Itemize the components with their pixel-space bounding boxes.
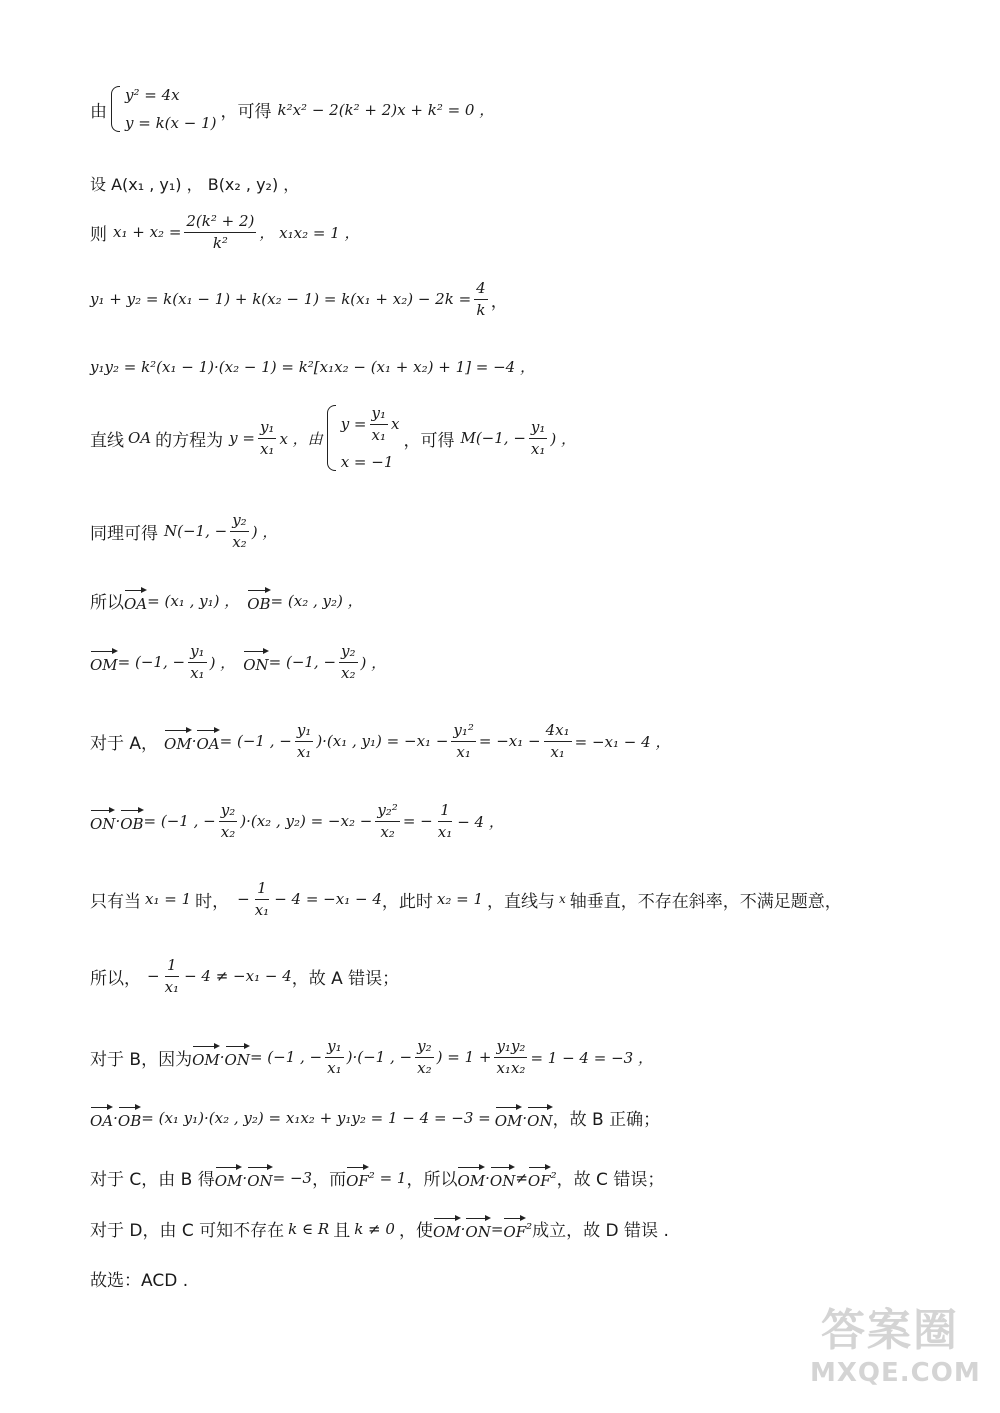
system-row-1: y² = 4x <box>125 86 180 104</box>
vector-on: ON <box>90 809 115 833</box>
fraction: $\frac{4}{k}$ <box>476 279 486 319</box>
line-2 <box>90 172 299 195</box>
line-8: 所以 OA = (x₁ , y₁) ， OB = (x₂ , y₂) ， <box>90 588 363 613</box>
watermark-logo-text: 答案圈 <box>821 1305 959 1356</box>
vector-ob: OB <box>120 809 143 833</box>
vector-ob: OB <box>118 1106 141 1130</box>
line-6: 直线 OA 的方程为 y = $\frac{\text{y₁}}{\text{x₁}}$ x ，由 y = $\frac{\text{y₁}}{\text{x₁}}$ x x = −1 ，可得 M(−1, − $\frac{\text{y₁}}{\text{x₁}}$ ) ， <box>90 404 577 471</box>
equation-system <box>111 86 216 132</box>
vector-om: OM <box>433 1217 461 1241</box>
line-16: 对于 C，由 B 得 OM · ON = −3 ，而 OF ² = 1 ，所以 OM · ON ≠ OF ² ，故 C 错误； <box>90 1165 664 1190</box>
vector-on: ON <box>247 1166 272 1190</box>
fraction: $\frac{\text{2(k² + 2)}}{\text{k²}}$ <box>186 212 255 252</box>
vector-of: OF <box>503 1217 526 1241</box>
line-5 <box>90 356 535 377</box>
line-14: 对于 B，因为 OM · ON = (−1 , − $\frac{\text{y₁}}{\text{x₁}}$ )·(−1 , − $\frac{\text{y₂}}{\text{x₂}}$ ) = 1 + $\frac{\text{y₁y₂}}{\text{x₁x₂}}$ = 1 − 4 = −3 ， <box>90 1037 653 1077</box>
equation-system: y = $\frac{\text{y₁}}{\text{x₁}}$ x x = −1 <box>327 405 400 471</box>
text: 的方程为 <box>155 430 224 451</box>
vector-om: OM <box>192 1045 220 1069</box>
text: 则 <box>90 224 107 245</box>
text: 所以， <box>90 968 141 989</box>
equation: ， x₁x₂ = 1 ， <box>259 223 360 242</box>
vector-om: OM <box>215 1166 243 1190</box>
equation: x₁ + x₂ = <box>113 223 182 241</box>
text: 对于 A， <box>90 733 159 754</box>
equation: y₁ + y₂ = k(x₁ − 1) + k(x₂ − 1) = k(x₁ + x₂) − 2k = <box>90 290 472 308</box>
brace <box>111 86 120 132</box>
text: ，可得 <box>220 101 272 122</box>
vector-on: ON <box>490 1166 515 1190</box>
text: 由 <box>90 101 107 122</box>
line-18 <box>90 1266 188 1291</box>
line-7: 同理可得 N(−1, − $\frac{\text{y₂}}{\text{x₂}}$ ) ， <box>90 511 278 551</box>
text: ， <box>490 291 508 312</box>
line-12: 只有当 x₁ = 1 时， − $\frac{1}{\text{x₁}}$ − 4 = −x₁ − 4 ，此时 x₂ = 1 ，直线与 x 轴垂直，不存在斜率，不满足题意， <box>90 879 842 919</box>
line-3 <box>90 213 360 251</box>
vector-ob: OB <box>247 589 270 613</box>
vector-on: ON <box>527 1106 552 1130</box>
vector-on: ON <box>243 650 268 674</box>
text: 只有当 <box>90 891 141 912</box>
text: 对于 B，因为 <box>90 1049 193 1070</box>
text: 同理可得 <box>90 523 158 544</box>
text: ，可得 <box>403 430 455 451</box>
vector-om: OM <box>164 729 192 753</box>
line-11: ON · OB = (−1 , − $\frac{\text{y₂}}{\text{x₂}}$ )·(x₂ , y₂) = −x₂ − $\frac{\text{y₂²}}{\text{x₂}}$ = − $\frac{1}{\text{x₁}}$ − 4 ， <box>90 801 504 841</box>
line-17: 对于 D，由 C 可知不存在 k ∈ R 且 k ≠ 0 ，使 OM · ON = OF ² 成立，故 D 错误 . <box>90 1216 669 1241</box>
equation: y₁y₂ = k²(x₁ − 1)·(x₂ − 1) = k²[x₁x₂ − (x₁ + x₂) + 1] = −4 ， <box>90 358 535 376</box>
vector-oa: OA <box>196 729 219 753</box>
vector-om: OM <box>457 1166 485 1190</box>
line-9: OM = (−1, − $\frac{\text{y₁}}{\text{x₁}}$ ) ， ON = (−1, − $\frac{\text{y₂}}{\text{x₂}}$ ) ， <box>90 642 387 682</box>
system-row-2: y = k(x − 1) <box>125 114 217 132</box>
equation: k²x² − 2(k² + 2)x + k² = 0 ， <box>277 100 495 119</box>
watermark <box>810 1305 981 1405</box>
line-15: OA · OB = (x₁ y₁)·(x₂ , y₂) = x₁x₂ + y₁y₂ = 1 − 4 = −3 = OM · ON ，故 B 正确； <box>90 1105 660 1130</box>
text: 对于 D，由 C 可知不存在 <box>90 1221 285 1241</box>
vector-of: OF <box>528 1166 551 1190</box>
vector-om: OM <box>90 650 118 674</box>
line-10: 对于 A， OM · OA = (−1 , − $\frac{\text{y₁}}{\text{x₁}}$ )·(x₁ , y₁) = −x₁ − $\frac{\text{y₁²}}{\text{x₁}}$ = −x₁ − $\frac{\text{4x₁}}{\text{x₁}}$ = −x₁ − 4 ， <box>90 721 671 761</box>
vector-oa: OA <box>124 589 147 613</box>
answer: 故选：ACD . <box>90 1271 189 1291</box>
watermark-url: MXQE.COM <box>810 1358 981 1388</box>
vector-oa: OA <box>90 1106 113 1130</box>
vector-om: OM <box>495 1106 523 1130</box>
text: 直线 <box>90 430 124 451</box>
line-1 <box>90 86 494 132</box>
text: 所以 <box>90 593 124 613</box>
text: 设 A(x₁ , y₁) ， B(x₂ , y₂) ， <box>90 175 300 194</box>
vector-on: ON <box>225 1045 250 1069</box>
vector-on: ON <box>465 1217 490 1241</box>
line-13: 所以， − $\frac{1}{\text{x₁}}$ − 4 ≠ −x₁ − 4 ，故 A 错误； <box>90 956 400 996</box>
vector-of: OF <box>346 1166 369 1190</box>
line-4 <box>90 280 508 318</box>
brace <box>327 405 336 471</box>
fraction: $\frac{\text{y₁}}{\text{x₁}}$ <box>259 418 275 458</box>
text: 对于 C，由 B 得 <box>90 1170 215 1190</box>
